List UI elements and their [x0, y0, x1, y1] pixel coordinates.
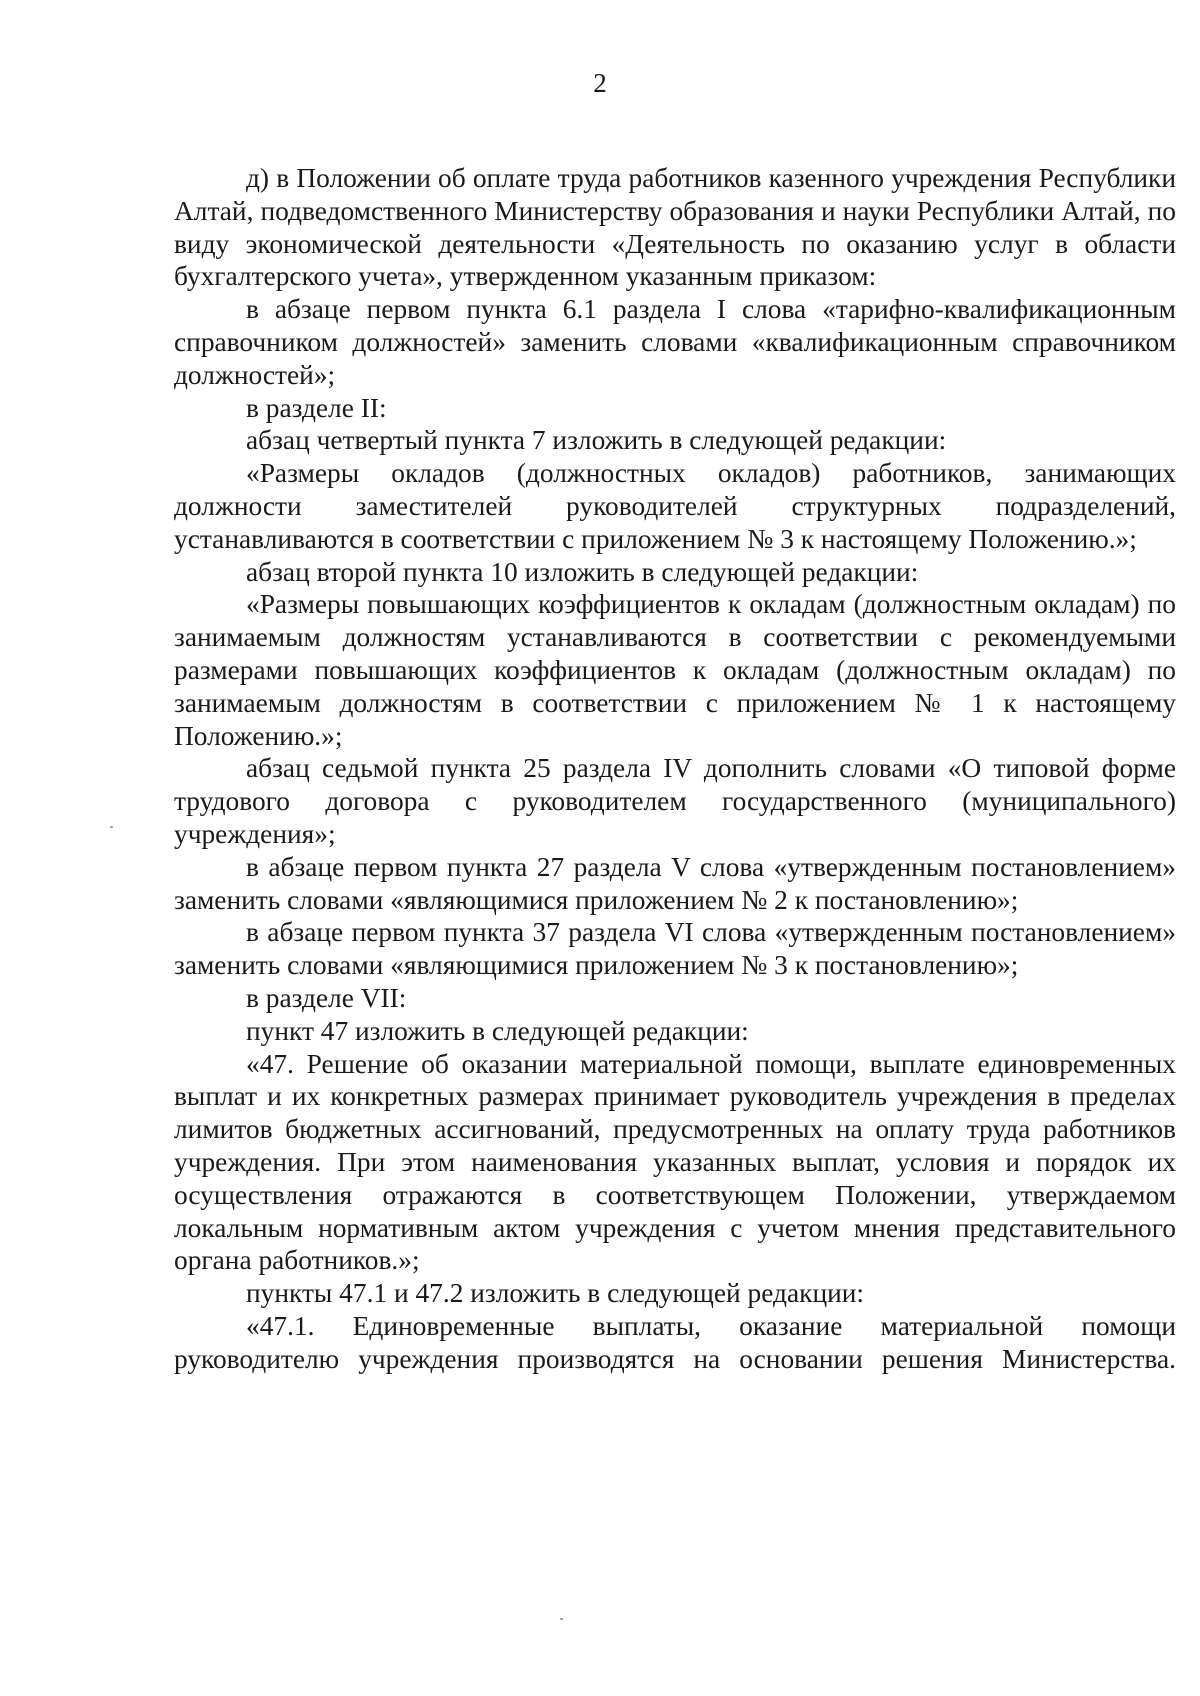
- paragraph-item-10-intro: абзац второй пункта 10 изложить в следующей редакции:: [246, 556, 919, 587]
- paragraph-item-47-1-text: «47.1. Единовременные выплаты, оказание материальной помощи руководителю учреждения производятся на основании решения Министерства.: [174, 1310, 1176, 1374]
- paragraph-item-47-intro: пункт 47 изложить в следующей редакции:: [246, 1015, 749, 1046]
- paragraph-item-47-1-intro: пункты 47.1 и 47.2 изложить в следующей редакции:: [246, 1278, 865, 1309]
- paragraph-item-47-text: «47. Решение об оказании материальной помощи, выплате единовременных выплат и их конкретных размерах принимает руководитель учреждения в пределах лимитов бюджетных ассигнований, предусмотренных на оплату труда работников учреждения. При этом наименования указанных выплат, условия и порядок их осуществления отражаются в соответствующем Положении, утверждаемом локальным нормативным актом учреждения с учетом мнения представительного органа работников.»;: [174, 1048, 1176, 1276]
- scan-speck: [560, 1618, 563, 1620]
- paragraph-item-7-text: «Размеры окладов (должностных окладов) работников, занимающих должности заместителей руководителей структурных подразделений, устанавливаются в соответствии с приложением № 3 к настоящему Положению.»;: [174, 458, 1176, 554]
- paragraph-item-25: абзац седьмой пункта 25 раздела IV дополнить словами «О типовой форме трудового договора с руководителем государственного (муниципального) учреждения»;: [174, 753, 1176, 849]
- paragraph-item-27: в абзаце первом пункта 27 раздела V слова «утвержденным постановлением» заменить словами «являющимися приложением № 2 к постановлению»;: [174, 851, 1176, 915]
- paragraph-amendment-d: д) в Положении об оплате труда работников казенного учреждения Республики Алтай, подведомственного Министерству образования и науки Республики Алтай, по виду экономической деятельности «Деятельность по оказанию услуг в области бухгалтерского учета», утвержденном указанным приказом:: [174, 163, 1176, 292]
- document-body: [174, 162, 1176, 1375]
- paragraph-item-6-1: в абзаце первом пункта 6.1 раздела I слова «тарифно-квалификационным справочником должностей» заменить словами «квалификационным справочником должностей»;: [174, 294, 1176, 390]
- paragraph-section-2: в разделе II:: [246, 392, 387, 423]
- paragraph-item-10-text: «Размеры повышающих коэффициентов к окладам (должностным окладам) по занимаемым должностям устанавливаются в соответствии с рекомендуемыми размерами повышающих коэффициентов к окладам (должностным окладам) по занимаемым должностям в соответствии с приложением № 1 к настоящему Положению.»;: [174, 589, 1176, 751]
- paragraph-item-7-intro: абзац четвертый пункта 7 изложить в следующей редакции:: [246, 425, 947, 456]
- scan-speck: [110, 826, 113, 828]
- page-number: 2: [593, 68, 607, 98]
- paragraph-item-37: в абзаце первом пункта 37 раздела VI слова «утвержденным постановлением» заменить словами «являющимися приложением № 3 к постановлению»;: [174, 917, 1176, 981]
- paragraph-section-7: в разделе VII:: [246, 982, 407, 1013]
